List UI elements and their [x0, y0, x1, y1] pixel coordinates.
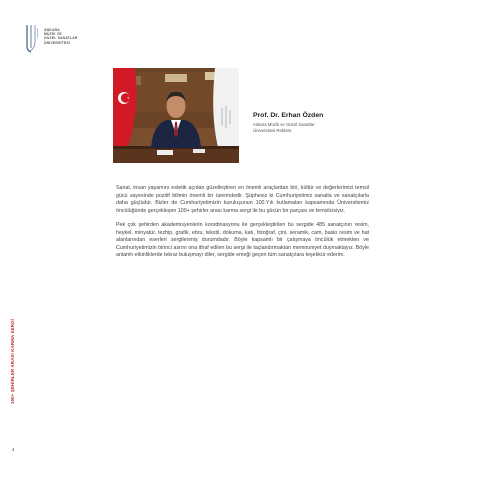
logo-line: MÜZİK VE	[44, 32, 62, 37]
paragraph: Pek çok şehirden akademisyenlerin koordinasyonu ile gerçekleştirilen bu sergide 485 sanatçının resim, heykel, minyatür, tezhip, grafik, ebru, tekstil, dokuma, katı, fotoğraf, çini, seramik, cam, baskı resim ve hat alanlarından eserleri sergilenmiş durumdadır. Böyle kapsamlı bir çalışmaya öncülük etmekten ve Cumhuriyetimizin birinci asrını ona ithaf edilen bu sergi ile taçlandırmaktan memnuniyet duymaktayız. Böyle anlamlı etkinliklerde tekrar buluşmayı diler, sergide emeği geçen tüm sanatçılara teşekkür ederim.	[116, 222, 369, 258]
person-role-line: Üniversitesi Rektörü	[253, 128, 292, 133]
rector-portrait-photo	[113, 68, 239, 163]
university-logo-text	[44, 28, 78, 45]
logo-line: GÜZEL SANATLAR	[44, 36, 78, 41]
logo-line: ÜNİVERSİTESİ	[44, 40, 70, 45]
logo-line: ANKARA	[44, 28, 60, 32]
message-body	[116, 185, 369, 267]
person-name: Prof. Dr. Erhan Özden	[253, 112, 324, 119]
paragraph: Sanat, insan yaşamını estetik açıdan güzelleştiren en önemli araçlardan biri, kültür ve değerlerimizi temsil gücü sayesinde pozitif bilimin önemli bir üzerindedir. Şüphesiz ki Cumhuriyetimiz sanatla ve sanatçılarla daha güçlüdür. Bizler de Cumhuriyetimizin kuruluşunun 100.Yılı kutlamaları kapsamında Üniversitemiz öncülüğünde gerçekleşen 100+ şehirler arası karma sergi ile bu gücün bir parçası ve temsilcisiyiz.	[116, 185, 369, 214]
university-logo	[24, 24, 78, 54]
vertical-exhibition-title: 100+ ŞEHİRLER ARASI KARMA SERGİ	[10, 319, 15, 404]
university-emblem-icon	[24, 24, 40, 54]
signature-block	[253, 112, 323, 134]
person-role-line: Ankara Müzik ve Güzel Sanatlar	[253, 122, 315, 127]
page-number: 4	[12, 447, 15, 452]
